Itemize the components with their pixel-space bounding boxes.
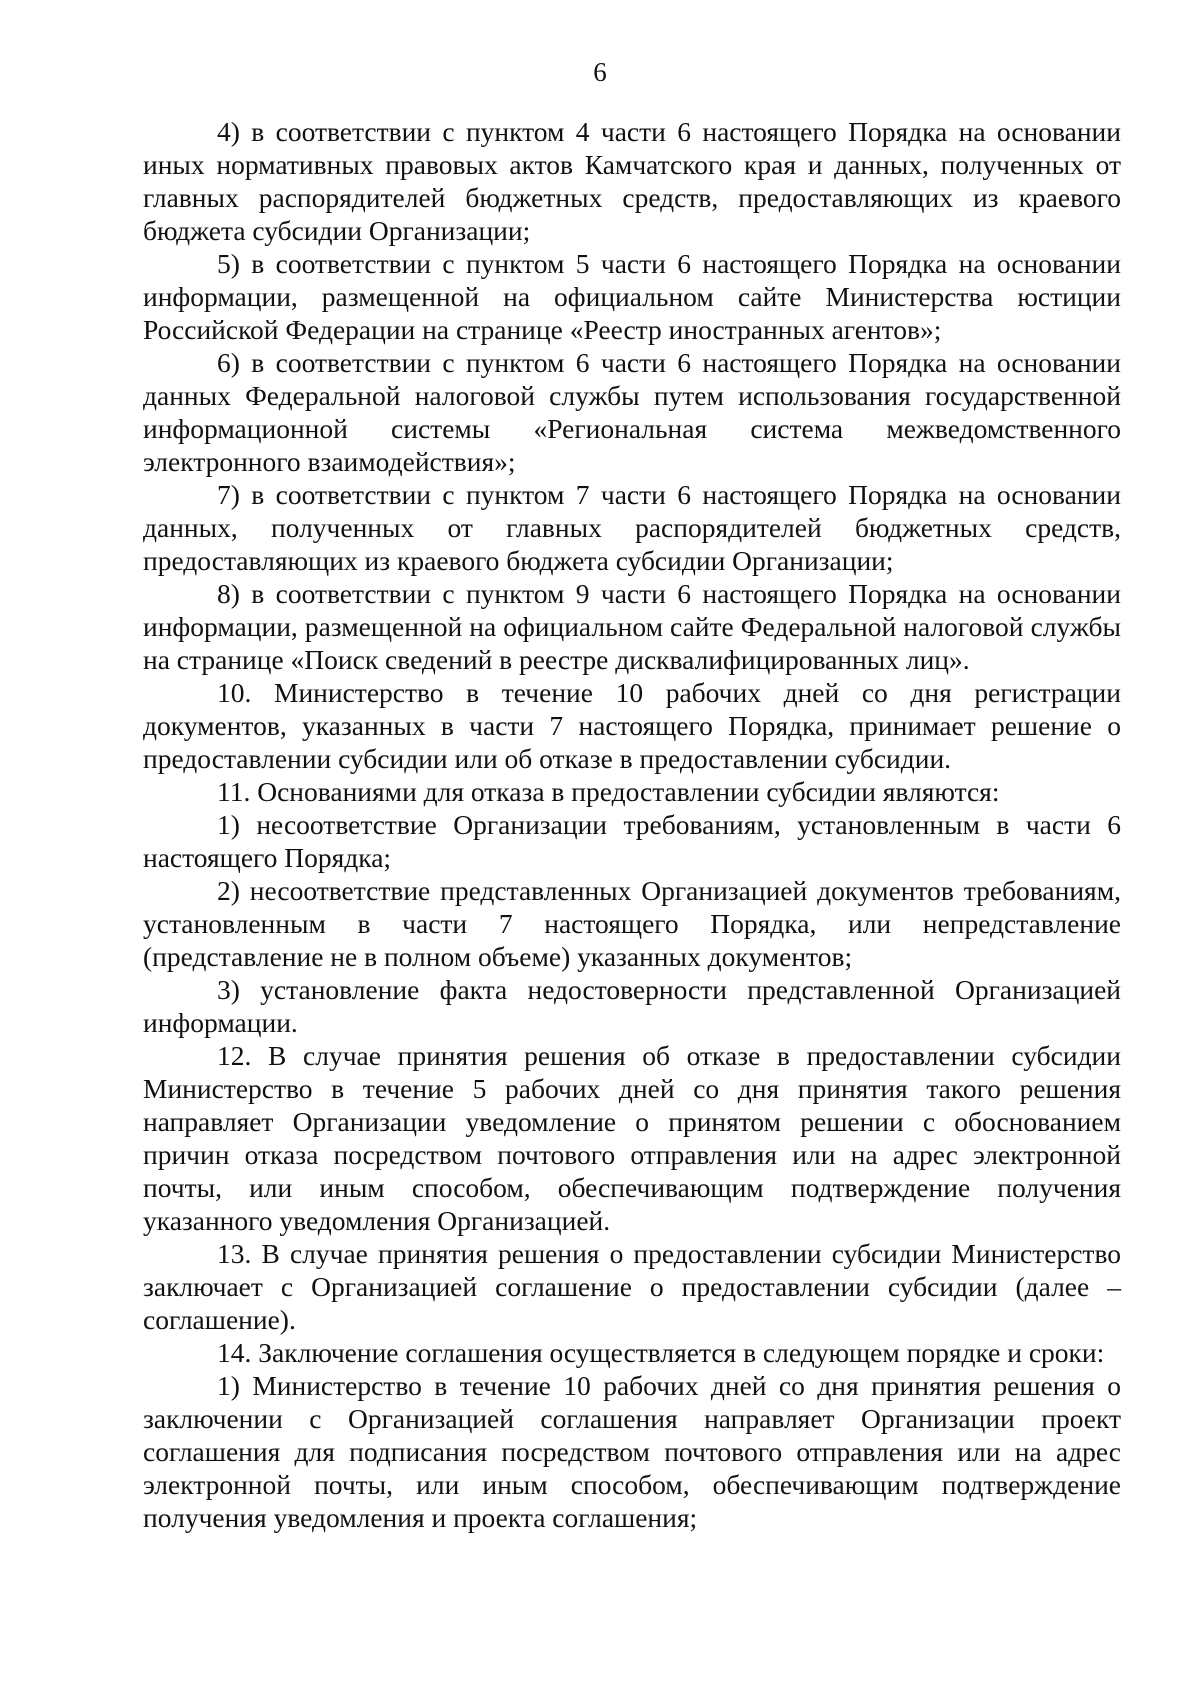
paragraph: 11. Основаниями для отказа в предоставлении субсидии являются: <box>217 776 1000 807</box>
paragraph: 5) в соответствии с пунктом 5 части 6 настоящего Порядка на основании информации, размещенной на официальном сайте Министерства юстиции Российской Федерации на странице «Реестр иностранных агентов»; <box>143 248 1121 345</box>
paragraph: 3) установление факта недостоверности представленной Организацией информации. <box>143 974 1121 1038</box>
paragraph: 2) несоответствие представленных Организацией документов требованиям, установленным в части 7 настоящего Порядка, или непредставление (представление не в полном объеме) указанных документов; <box>143 875 1121 972</box>
paragraph: 7) в соответствии с пунктом 7 части 6 настоящего Порядка на основании данных, полученных от главных распорядителей бюджетных средств, предоставляющих из краевого бюджета субсидии Организации; <box>143 479 1121 576</box>
paragraph: 4) в соответствии с пунктом 4 части 6 настоящего Порядка на основании иных нормативных правовых актов Камчатского края и данных, полученных от главных распорядителей бюджетных средств, предоставляющих из краевого бюджета субсидии Организации; <box>143 116 1121 246</box>
paragraph: 1) несоответствие Организации требованиям, установленным в части 6 настоящего Порядка; <box>143 809 1121 873</box>
paragraph: 13. В случае принятия решения о предоставлении субсидии Министерство заключает с Организацией соглашение о предоставлении субсидии (далее – соглашение). <box>143 1238 1121 1335</box>
paragraph: 6) в соответствии с пунктом 6 части 6 настоящего Порядка на основании данных Федеральной налоговой службы путем использования государственной информационной системы «Региональная система межведомственного электронного взаимодействия»; <box>143 347 1121 477</box>
paragraph: 8) в соответствии с пунктом 9 части 6 настоящего Порядка на основании информации, размещенной на официальном сайте Федеральной налоговой службы на странице «Поиск сведений в реестре дисквалифицированных лиц». <box>143 578 1121 675</box>
paragraph: 1) Министерство в течение 10 рабочих дней со дня принятия решения о заключении с Организацией соглашения направляет Организации проект соглашения для подписания посредством почтового отправления или на адрес электронной почты, или иным способом, обеспечивающим подтверждение получения уведомления и проекта соглашения; <box>143 1370 1121 1533</box>
paragraph: 12. В случае принятия решения об отказе в предоставлении субсидии Министерство в течение 5 рабочих дней со дня принятия такого решения направляет Организации уведомление о принятом решении с обоснованием причин отказа посредством почтового отправления или на адрес электронной почты, или иным способом, обеспечивающим подтверждение получения указанного уведомления Организацией. <box>143 1040 1121 1236</box>
paragraph: 14. Заключение соглашения осуществляется в следующем порядке и сроки: <box>217 1337 1105 1368</box>
paragraph: 10. Министерство в течение 10 рабочих дней со дня регистрации документов, указанных в части 7 настоящего Порядка, принимает решение о предоставлении субсидии или об отказе в предоставлении субсидии. <box>143 677 1121 774</box>
document-body <box>143 115 1121 1534</box>
page-number: 6 <box>593 57 607 87</box>
